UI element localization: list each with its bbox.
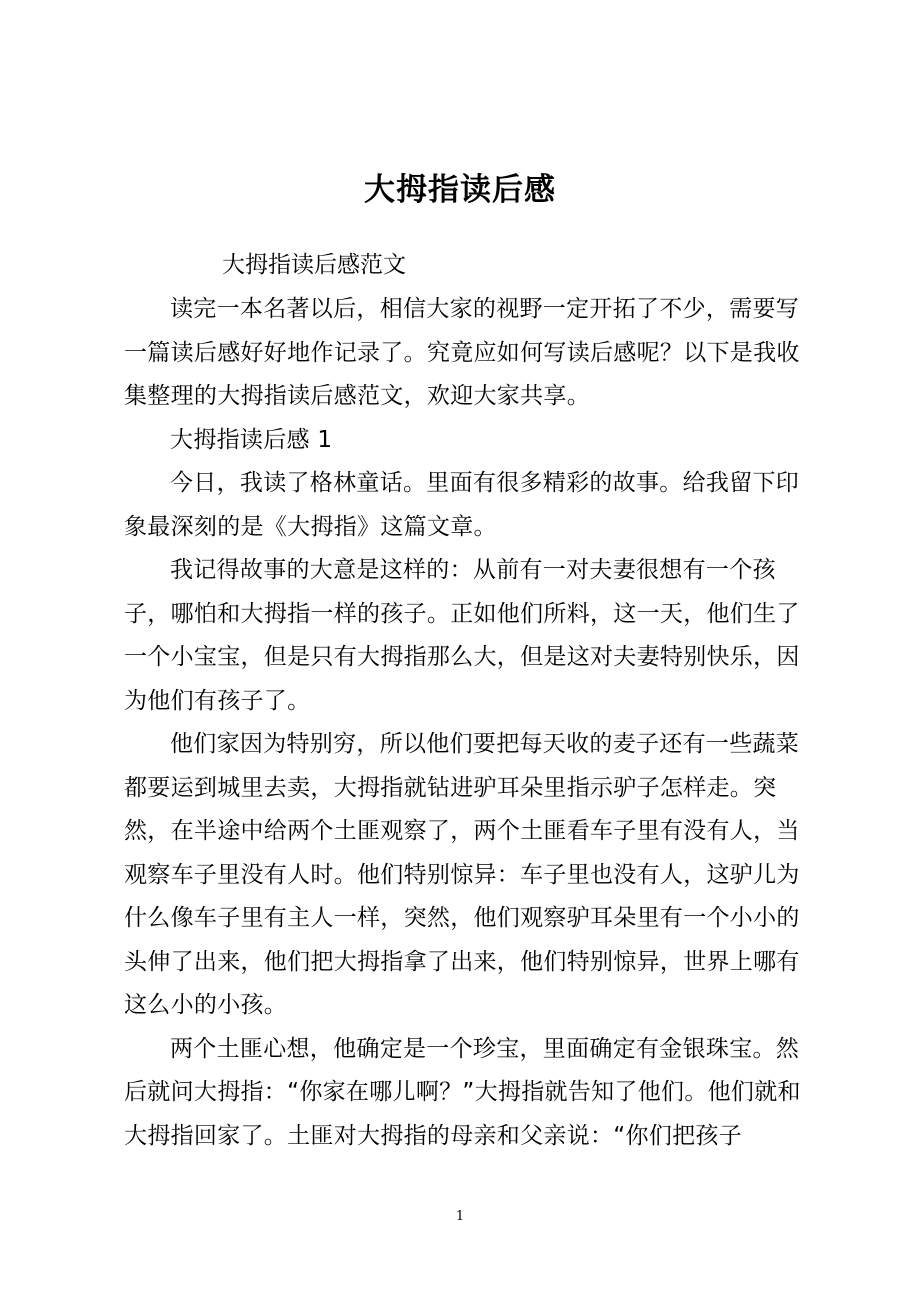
document-title: 大拇指读后感 [364,172,556,208]
paragraph-2: 我记得故事的大意是这样的：从前有一对夫妻很想有一个孩子，哪怕和大拇指一样的孩子。正如他们所料，这一天，他们生了一个小宝宝，但是只有大拇指那么大，但是这对夫妻特别快乐，因为他们有孩子了。 [124,557,800,714]
document-subtitle: 大拇指读后感范文 [222,252,406,278]
document-body [124,288,810,1158]
paragraph-4: 两个土匪心想，他确定是一个珍宝，里面确定有金银珠宝。然后就问大拇指：“你家在哪儿啊？”大拇指就告知了他们。他们就和大拇指回家了。土匪对大拇指的母亲和父亲说：“你们把孩子 [124,1035,801,1149]
paragraph-3: 他们家因为特别穷，所以他们要把每天收的麦子还有一些蔬菜都要运到城里去卖，大拇指就钻进驴耳朵里指示驴子怎样走。突然，在半途中给两个土匪观察了，两个土匪看车子里有没有人，当观察车子里没有人时。他们特别惊异：车子里也没有人，这驴儿为什么像车子里有主人一样，突然，他们观察驴耳朵里有一个小小的头伸了出来，他们把大拇指拿了出来，他们特别惊异，世界上哪有这么小的小孩。 [124,731,800,1018]
page-number: 1 [455,1209,465,1224]
paragraph-heading-1: 大拇指读后感 1 [170,426,333,453]
paragraph-intro: 读完一本名著以后，相信大家的视野一定开拓了不少，需要写一篇读后感好好地作记录了。究竟应如何写读后感呢？以下是我收集整理的大拇指读后感范文，欢迎大家共享。 [124,296,800,409]
paragraph-1: 今日，我读了格林童话。里面有很多精彩的故事。给我留下印象最深刻的是《大拇指》这篇文章。 [124,470,800,540]
